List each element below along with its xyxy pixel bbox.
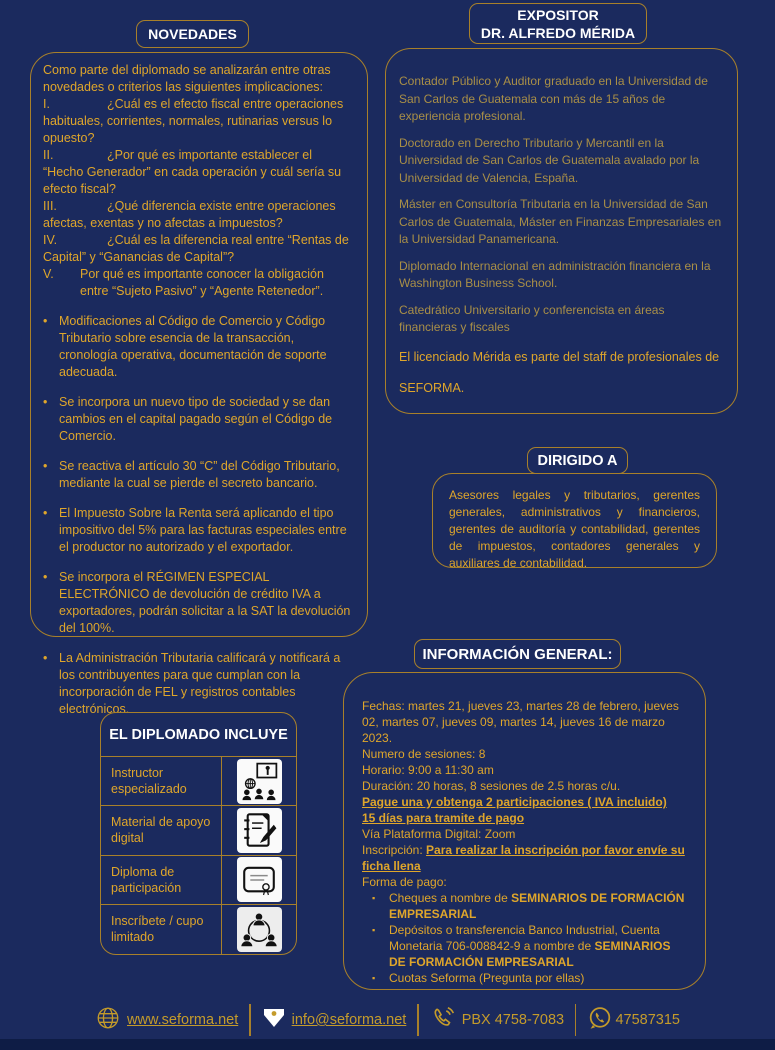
bullet-dot: • xyxy=(43,506,48,520)
pago-bullet-cuotas: ▪ Cuotas Seforma (Pregunta por ellas) xyxy=(372,971,585,985)
info-horario: Horario: 9:00 a 11:30 am xyxy=(362,763,494,777)
info-duracion: Duración: 20 horas, 8 sesiones de 2.5 horas c/u. xyxy=(362,779,621,793)
pago-bullet-cheques: ▪ Cheques a nombre de SEMINARIOS DE FORMACIÓN EMPRESARIAL xyxy=(372,891,685,921)
instructor-icon xyxy=(237,759,282,804)
bio-paragraph: Diplomado Internacional en administración financiera en la Washington Business School. xyxy=(399,258,711,290)
whatsapp-item xyxy=(587,1005,680,1035)
novedades-item-5: V. Por qué es importante conocer la obligación entre “Sujeto Pasivo” y “Agente Retenedor”. xyxy=(43,267,324,298)
bio-paragraph: Catedrático Universitario y conferencista en áreas financieras y fiscales xyxy=(399,302,665,334)
bullet-dot: • xyxy=(43,651,48,665)
novedades-title: NOVEDADES xyxy=(148,26,237,42)
staff-line: El licenciado Mérida es parte del staff de profesionales de xyxy=(399,349,720,364)
dirigido-panel xyxy=(432,473,717,568)
dirigido-title: DIRIGIDO A xyxy=(537,452,618,469)
incluye-row-icon-cell xyxy=(222,757,296,806)
footer-divider xyxy=(575,1004,576,1036)
novedades-bullet: • La Administración Tributaria calificará y notificará a los contribuyentes para que cumplan con la incorporación de FEL y registros contables electrónicos. xyxy=(43,651,341,716)
dirigido-text: Asesores legales y tributarios, gerentes generales, administrativos y financieros, gerentes de auditoría y contabilidad, gerentes de impuestos, contadores generales y auxiliares de contabilidad. xyxy=(449,488,700,570)
group-enrollment-icon xyxy=(237,907,282,952)
expositor-title-line1: EXPOSITOR xyxy=(517,6,599,23)
novedades-bullet: • Se reactiva el artículo 30 “C” del Código Tributario, mediante la cual se pierde el secreto bancario. xyxy=(43,459,340,490)
incluye-row-icon-cell xyxy=(222,806,296,855)
incluye-row-icon-cell xyxy=(222,905,296,954)
informacion-panel xyxy=(343,672,706,990)
informacion-header xyxy=(414,639,621,669)
bio-paragraph: Máster en Consultoría Tributaria en la Universidad de San Carlos de Guatemala, Máster en Finanzas Empresariales en la Universidad Panamericana. xyxy=(399,197,722,246)
incluye-table xyxy=(100,712,297,955)
info-inscripcion: Inscripción: Para realizar la inscripción por favor envíe su ficha llena xyxy=(362,843,685,873)
expositor-title-line2: DR. ALFREDO MÉRIDA xyxy=(480,24,636,41)
expositor-bio xyxy=(386,49,737,408)
novedades-bullet: • El Impuesto Sobre la Renta será aplicando el tipo impositivo del 5% para las facturas especiales entre el productor no autorizado y el exportador. xyxy=(43,506,347,554)
bottom-strip xyxy=(0,1039,775,1050)
info-sesiones: Numero de sesiones: 8 xyxy=(362,747,486,761)
pago-bullet-depositos: ▪ Depósitos o transferencia Banco Industrial, Cuenta Monetaria 706-008842-9 a nombre de SEMINARIOS DE FORMACIÓN EMPRESARIAL xyxy=(372,923,671,969)
email-item[interactable] xyxy=(262,1006,407,1034)
footer-divider xyxy=(249,1004,250,1036)
novedades-item-2: II. ¿Por qué es importante establecer el “Hecho Generador” en cada operación y cuál sería su efecto fiscal? xyxy=(43,148,342,196)
incluye-row-icon-cell xyxy=(222,856,296,905)
informacion-body xyxy=(344,673,705,994)
square-bullet: ▪ xyxy=(372,893,376,903)
incluye-row-label: Instructor especializado xyxy=(101,757,222,806)
novedades-intro: Como parte del diplomado se analizarán entre otras novedades o criterios las siguientes implicaciones: xyxy=(43,63,331,94)
bio-paragraph: Doctorado en Derecho Tributario y Mercantil en la Universidad de San Carlos de Guatemala avalado por la Universidad de Valencia, España. xyxy=(399,135,700,185)
novedades-bullet: • Se incorpora el RÉGIMEN ESPECIAL ELECTRÓNICO de devolución de crédito IVA a exportadores, podrán solicitar a la SAT la devolución del 100%. xyxy=(43,570,351,635)
novedades-bullet: • Se incorpora un nuevo tipo de sociedad y se dan cambios en el capital pagado según el Código de Comercio. xyxy=(43,395,333,443)
info-promo-tramite: 15 días para tramite de pago xyxy=(362,811,525,825)
expositor-panel xyxy=(385,48,738,414)
bullet-dot: • xyxy=(43,570,48,584)
email-link[interactable]: info@seforma.net xyxy=(291,1012,407,1028)
digital-material-icon xyxy=(237,808,282,853)
bullet-dot: • xyxy=(43,459,48,473)
website-item[interactable] xyxy=(95,1005,238,1035)
expositor-header xyxy=(469,3,647,44)
footer-divider xyxy=(417,1004,418,1036)
novedades-item-1: I. ¿Cuál es el efecto fiscal entre operaciones habituales, corrientes, normales, rutinarias versus lo opuesto? xyxy=(43,97,344,145)
novedades-bullet: • Modificaciones al Código de Comercio y Código Tributario sobre esencia de la transacción, cronología operativa, documentación de soporte adecuada. xyxy=(43,314,327,379)
bio-paragraph: Contador Público y Auditor graduado en la Universidad de San Carlos de Guatemala con más de 15 años de experiencia profesional. xyxy=(399,74,708,123)
pbx-number: PBX 4758-7083 xyxy=(461,1012,565,1028)
contact-footer xyxy=(0,1000,775,1040)
bullet-dot: • xyxy=(43,314,48,328)
phone-icon xyxy=(430,1005,456,1035)
envelope-icon xyxy=(262,1006,286,1034)
incluye-table-header: EL DIPLOMADO INCLUYE xyxy=(101,713,296,757)
novedades-body xyxy=(31,53,367,724)
novedades-panel xyxy=(30,52,368,716)
seforma-label: SEFORMA. xyxy=(399,381,465,395)
globe-icon xyxy=(95,1005,121,1035)
incluye-row-label: Diploma de participación xyxy=(101,856,222,905)
incluye-row-label: Material de apoyo digital xyxy=(101,806,222,855)
info-forma-pago: Forma de pago: xyxy=(362,875,447,889)
bullet-dot: • xyxy=(43,395,48,409)
novedades-item-4: IV. ¿Cuál es la diferencia real entre “Rentas de Capital” y “Ganancias de Capital”? xyxy=(43,233,349,264)
inscripcion-link[interactable]: Para realizar la inscripción por favor envíe su ficha llena xyxy=(362,843,685,873)
whatsapp-icon xyxy=(587,1005,613,1035)
info-fechas: Fechas: martes 21, jueves 23, martes 28 de febrero, jueves 02, martes 07, jueves 09, martes 14, jueves 16 de marzo 2023. xyxy=(362,699,679,745)
square-bullet: ▪ xyxy=(372,973,376,983)
dirigido-header xyxy=(527,447,628,474)
informacion-title: INFORMACIÓN GENERAL: xyxy=(422,645,613,663)
info-plataforma: Vía Plataforma Digital: Zoom xyxy=(362,827,516,841)
website-link[interactable]: www.seforma.net xyxy=(127,1012,239,1028)
pbx-item xyxy=(430,1005,564,1035)
novedades-item-3: III. ¿Qué diferencia existe entre operaciones afectas, exentas y no afectas a impuestos? xyxy=(43,199,336,230)
square-bullet: ▪ xyxy=(372,925,376,935)
whatsapp-number: 47587315 xyxy=(615,1012,680,1028)
novedades-header xyxy=(136,20,249,48)
diploma-icon xyxy=(237,857,282,902)
info-promo-participaciones: Pague una y obtenga 2 participaciones ( IVA incluido) xyxy=(362,795,667,809)
incluye-row-label: Inscríbete / cupo limitado xyxy=(101,905,222,954)
